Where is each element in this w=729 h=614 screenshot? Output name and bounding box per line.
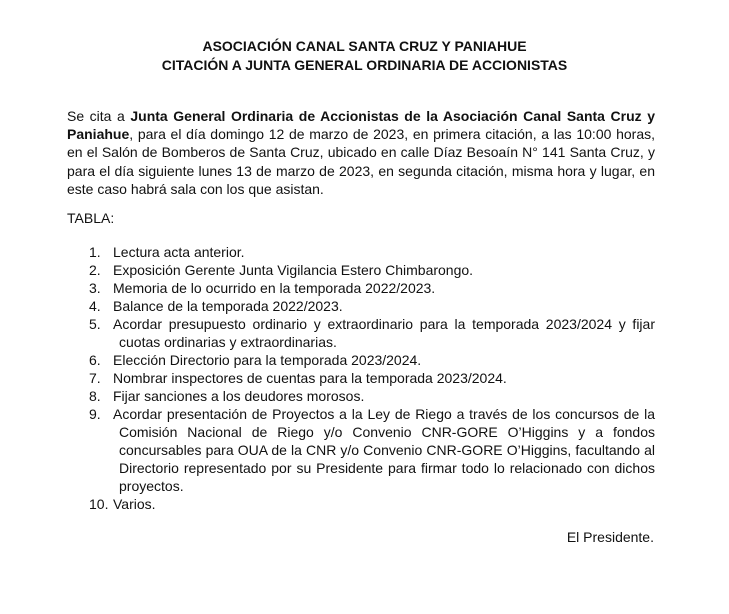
agenda-item (89, 315, 655, 351)
agenda-item-text: Exposición Gerente Junta Vigilancia Estero Chimbarongo. (113, 262, 474, 278)
agenda-item-number: 4. (89, 298, 101, 314)
agenda-item-number: 1. (89, 244, 101, 260)
agenda-item-text: Acordar presupuesto ordinario y extraordinario para la temporada 2023/2024 y fijar cuotas ordinarias y extraordinarias. (113, 316, 655, 350)
agenda-item-text: Memoria de lo ocurrido en la temporada 2022/2023. (113, 280, 436, 296)
intro-paragraph (67, 107, 655, 198)
intro-details: , para el día domingo 12 de marzo de 2023, en primera citación, a las 10:00 horas, en el Salón de Bomberos de Santa Cruz, ubicado en calle Díaz Besoaín N° 141 Santa Cruz, y para el día siguiente lunes 13 de marzo de 2023, en segunda citación, misma hora y lugar, en este caso habrá sala con los que asistan. (67, 126, 655, 197)
agenda-item-number: 10. (89, 496, 109, 512)
agenda-item (89, 369, 655, 387)
agenda-item-number: 2. (89, 262, 101, 278)
intro-lead: Se cita a (67, 108, 131, 124)
document-title-association: ASOCIACIÓN CANAL SANTA CRUZ Y PANIAHUE (202, 38, 527, 54)
agenda-item-number: 7. (89, 370, 101, 386)
agenda-item (89, 261, 655, 279)
signature-line: El Presidente. (566, 529, 654, 545)
agenda-item-number: 5. (89, 316, 101, 332)
agenda-item (89, 243, 655, 261)
agenda-item-number: 3. (89, 280, 101, 296)
agenda-item-text: Varios. (113, 496, 156, 512)
agenda-item-text: Balance de la temporada 2022/2023. (113, 298, 343, 314)
agenda-item (89, 297, 655, 315)
agenda-item-text: Lectura acta anterior. (113, 244, 245, 260)
agenda-list (89, 243, 655, 513)
agenda-item-text: Nombrar inspectores de cuentas para la temporada 2023/2024. (113, 370, 507, 386)
agenda-item (89, 387, 655, 405)
agenda-item-text: Elección Directorio para la temporada 2023/2024. (113, 352, 422, 368)
agenda-item (89, 495, 655, 513)
intro-bold-meeting-name: Junta General Ordinaria de Accionistas de la Asociación Canal Santa Cruz y Paniahue (67, 108, 655, 143)
agenda-item-number: 8. (89, 388, 101, 404)
agenda-item-number: 6. (89, 352, 101, 368)
agenda-item-number: 9. (89, 406, 101, 422)
document-title-citation: CITACIÓN A JUNTA GENERAL ORDINARIA DE ACCIONISTAS (161, 57, 568, 73)
agenda-item (89, 405, 655, 495)
agenda-item (89, 279, 655, 297)
agenda-item (89, 351, 655, 369)
agenda-item-text: Fijar sanciones a los deudores morosos. (113, 388, 365, 404)
agenda-item-text: Acordar presentación de Proyectos a la Ley de Riego a través de los concursos de la Comisión Nacional de Riego y/o Convenio CNR-GORE O’Higgins y a fondos concursables para OUA de la CNR y/o Convenio CNR-GORE O’Higgins, facultando al Directorio representado por su Presidente para firmar todo lo relacionado con dichos proyectos. (113, 406, 655, 494)
agenda-heading: TABLA: (67, 210, 115, 226)
